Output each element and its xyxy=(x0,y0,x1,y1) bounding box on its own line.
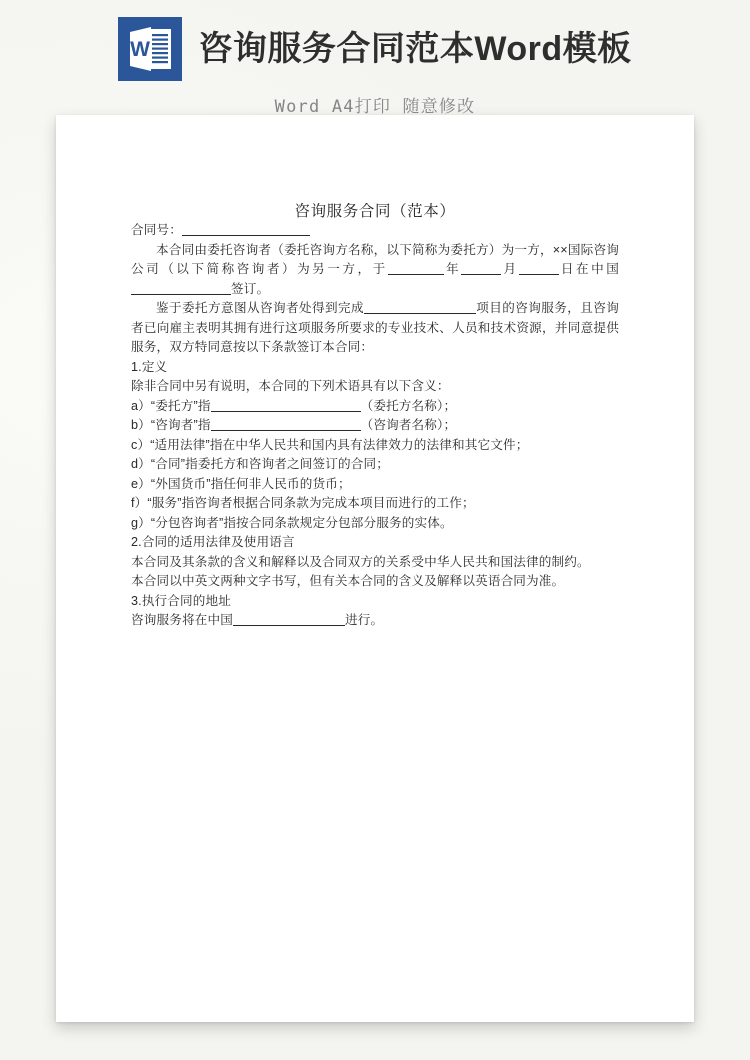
document-body xyxy=(56,115,694,631)
signing-label: 签订。 xyxy=(231,281,270,296)
section-2-number: 2. xyxy=(131,535,142,550)
definition-text-a: “委托方”指 xyxy=(150,398,211,413)
section-3-heading xyxy=(80,592,670,612)
document-title: 咨询服务合同（范本） xyxy=(294,203,456,220)
contract-number-blank[interactable] xyxy=(182,235,310,236)
day-blank[interactable] xyxy=(519,274,559,275)
definition-text-d: “合同”指委托方和咨询者之间签订的合同； xyxy=(150,457,389,472)
definition-suffix-a: （委托方名称）； xyxy=(360,398,457,413)
recital-text-b: 项目的咨询服务，且咨询者已向雇主表明其拥有进行这项服务所要求的专业技术、人员和技术资源，并同意提供服务，双方特同意按以下条款签订本合同： xyxy=(131,301,619,355)
definition-item-f xyxy=(80,494,670,514)
year-label: 年 xyxy=(443,262,462,277)
definition-item-e xyxy=(80,475,670,495)
definition-marker-g: g） xyxy=(131,515,151,530)
recital-text-a: 鉴于委托方意图从咨询者处得到完成 xyxy=(156,301,364,316)
definition-marker-c: c） xyxy=(131,437,151,452)
banner-title-row xyxy=(118,17,631,81)
month-blank[interactable] xyxy=(461,274,501,275)
definition-blank-a[interactable] xyxy=(211,411,361,412)
document-page xyxy=(56,115,694,1022)
section-1-heading xyxy=(80,358,670,378)
section-1-title: 定义 xyxy=(141,359,168,374)
definition-blank-b[interactable] xyxy=(211,430,361,431)
location-blank[interactable] xyxy=(131,294,231,295)
definition-item-b xyxy=(80,416,670,436)
definition-text-g: “分包咨询者”指按合同条款规定分包部分服务的实体。 xyxy=(150,515,453,530)
section-3-text-after: 进行。 xyxy=(344,613,384,628)
service-location-blank[interactable] xyxy=(233,625,345,626)
word-document-icon xyxy=(118,17,182,81)
banner-title: 咨询服务合同范本Word模板 xyxy=(198,30,632,68)
section-3-number: 3. xyxy=(131,593,142,608)
definition-text-f: “服务”指咨询者根据合同条款为完成本项目而进行的工作； xyxy=(147,496,475,511)
promo-banner xyxy=(0,0,750,117)
definition-text-c: “适用法律”指在中华人民共和国内具有法律效力的法律和其它文件； xyxy=(150,437,529,452)
definition-item-c xyxy=(80,436,670,456)
definition-suffix-b: （咨询者名称）； xyxy=(360,418,457,433)
svg-text:W: W xyxy=(130,38,151,61)
definition-marker-a: a） xyxy=(131,398,151,413)
section-3-title: 执行合同的地址 xyxy=(141,593,232,608)
section-2-body-line-1: 本合同及其条款的含义和解释以及合同双方的关系受中华人民共和国法律的制约。 xyxy=(131,554,590,569)
preamble-text-a: 本合同由委托咨询者（委托咨询方名称，以下简称为委托方）为一方，××国际咨询公司（以下简称咨询者）为另一方，于 xyxy=(131,242,619,277)
definition-marker-f: f） xyxy=(131,496,148,511)
year-blank[interactable] xyxy=(388,274,444,275)
section-2-title: 合同的适用法律及使用语言 xyxy=(141,535,295,550)
definition-item-d xyxy=(80,455,670,475)
section-1-number: 1. xyxy=(131,359,142,374)
definition-marker-b: b） xyxy=(131,418,151,433)
section-2-heading xyxy=(80,533,670,553)
recital-paragraph xyxy=(80,299,670,358)
definition-item-a xyxy=(80,397,670,417)
section-1-intro: 除非合同中另有说明，本合同的下列术语具有以下含义： xyxy=(131,379,450,394)
definition-marker-e: e） xyxy=(131,476,151,491)
preamble-paragraph xyxy=(80,241,670,300)
banner-subtitle: Word A4打印 随意修改 xyxy=(274,97,476,117)
contract-number-label: 合同号： xyxy=(131,223,182,237)
day-location-label: 日在中国 xyxy=(558,262,619,277)
definition-text-b: “咨询者”指 xyxy=(150,418,211,433)
definition-marker-d: d） xyxy=(131,457,151,472)
section-2-body-line-2: 本合同以中英文两种文字书写，但有关本合同的含义及解释以英语合同为准。 xyxy=(131,574,565,589)
definition-item-g xyxy=(80,514,670,534)
definition-text-e: “外国货币”指任何非人民币的货币； xyxy=(150,476,351,491)
section-3-text-before: 咨询服务将在中国 xyxy=(131,613,233,628)
section-3-body xyxy=(80,611,670,631)
project-name-blank[interactable] xyxy=(364,313,476,314)
month-label: 月 xyxy=(501,262,519,277)
contract-number-line xyxy=(80,221,670,241)
